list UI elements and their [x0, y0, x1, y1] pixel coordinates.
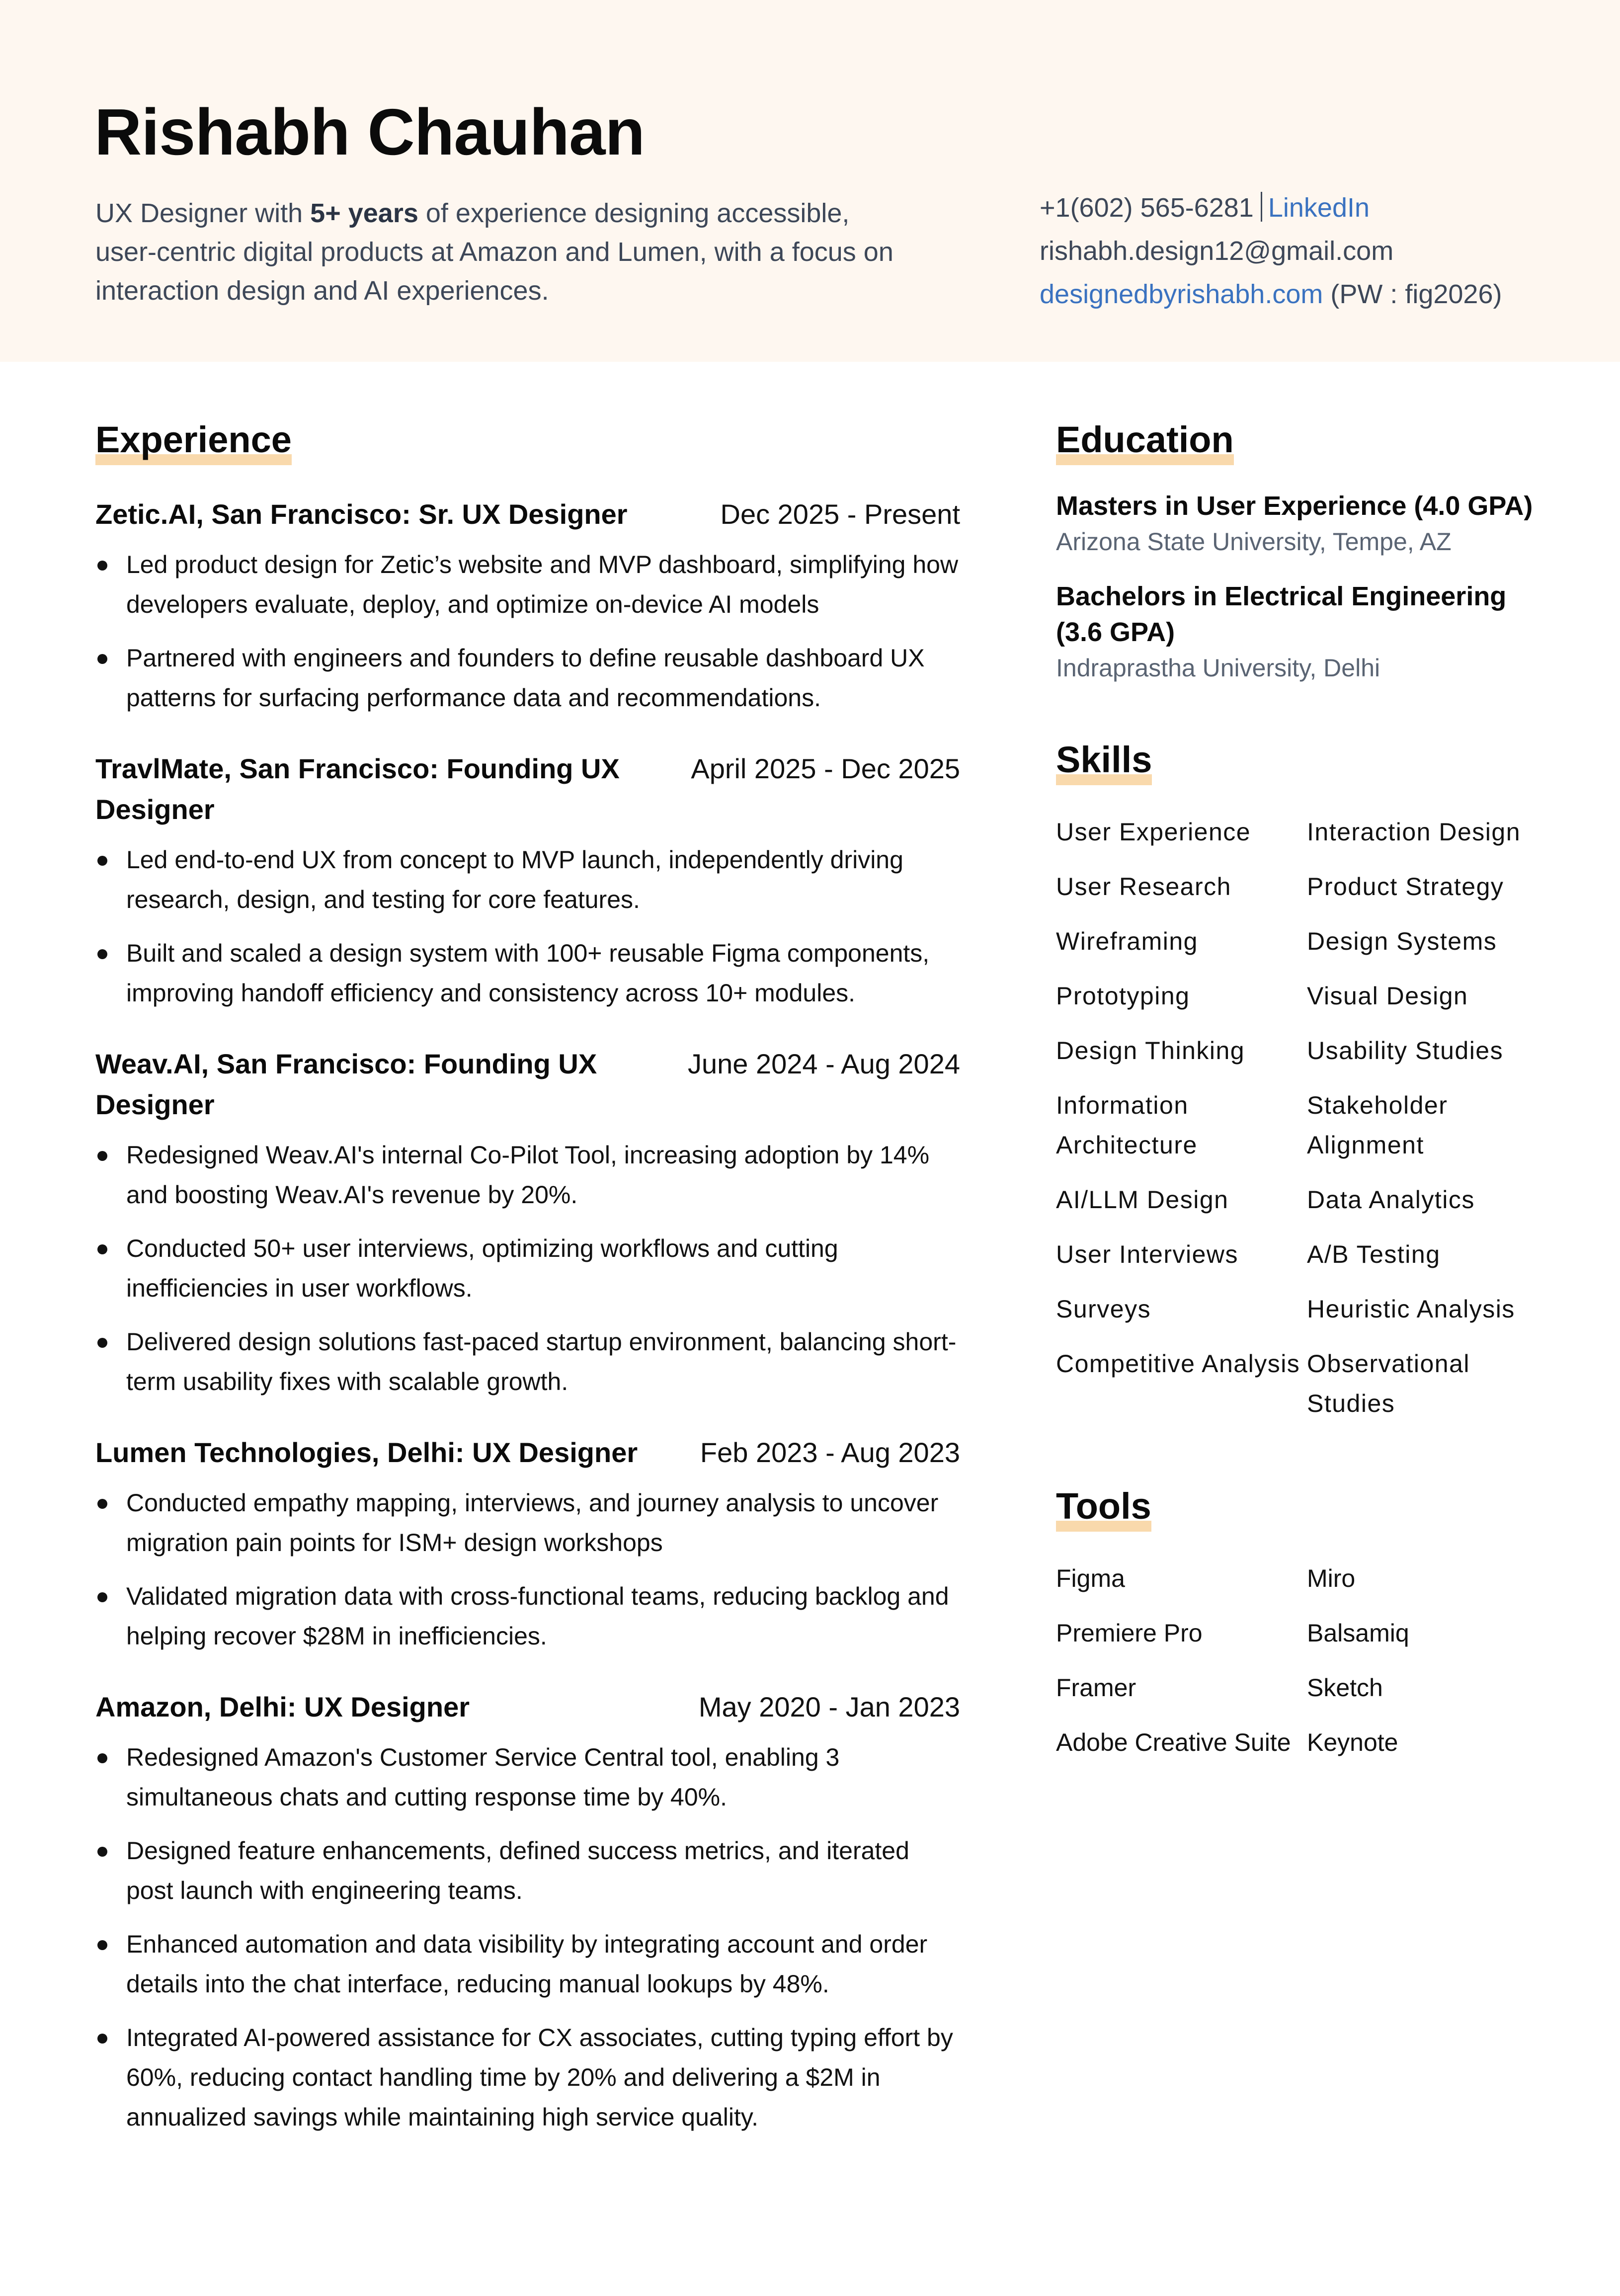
job-entry: [95, 1687, 960, 2137]
tool-item: Framer: [1056, 1674, 1136, 1702]
skill-item: Design Systems: [1307, 927, 1497, 955]
tool-item: Adobe Creative Suite: [1056, 1728, 1291, 1756]
section-heading-experience: Experience: [95, 419, 292, 460]
job-bullets: [95, 545, 960, 718]
resume-header: [0, 0, 1620, 362]
tool-item: Figma: [1056, 1564, 1125, 1592]
summary-text: of experience designing accessible, user-centric digital products at Amazon and Lumen, with a focus on interaction design and AI experiences.: [95, 198, 893, 306]
job-entry: [95, 748, 960, 1013]
skill-item: Wireframing: [1056, 927, 1198, 955]
email-address[interactable]: rishabh.design12@gmail.com: [1040, 236, 1394, 266]
contact-row-phone: [1040, 186, 1502, 230]
job-entry: [95, 494, 960, 718]
professional-summary: [95, 194, 915, 310]
section-heading-tools: Tools: [1056, 1485, 1151, 1527]
job-header: [95, 748, 960, 830]
job-title: TravlMate, San Francisco: Founding UX Designer: [95, 753, 620, 825]
skills-grid: [1056, 812, 1553, 1423]
bullet-item: Led end-to-end UX from concept to MVP launch, independently driving research, design, and testing for core features.: [95, 840, 960, 919]
tools-grid: [1056, 1558, 1553, 1762]
tool-item: Premiere Pro: [1056, 1619, 1203, 1647]
job-dates: Feb 2023 - Aug 2023: [700, 1437, 960, 1468]
skill-item: Heuristic Analysis: [1307, 1295, 1515, 1323]
linkedin-link[interactable]: LinkedIn: [1268, 193, 1370, 223]
bullet-item: Led product design for Zetic’s website and MVP dashboard, simplifying how developers evaluate, deploy, and optimize on-device AI models: [95, 545, 960, 624]
section-heading-skills: Skills: [1056, 739, 1152, 780]
skill-item: Observational Studies: [1307, 1350, 1470, 1417]
skill-item: AI/LLM Design: [1056, 1186, 1229, 1214]
skill-item: Surveys: [1056, 1295, 1151, 1323]
bullet-item: Integrated AI-powered assistance for CX associates, cutting typing effort by 60%, reducing contact handling time by 20% and delivering a $2M in annualized savings while maintaining high service quality.: [95, 2018, 960, 2137]
summary-highlight: 5+ years: [310, 198, 418, 228]
tool-item: Miro: [1307, 1564, 1356, 1592]
job-bullets: [95, 840, 960, 1013]
skill-item: Usability Studies: [1307, 1037, 1504, 1065]
skill-item: Information Architecture: [1056, 1091, 1198, 1159]
tool-item: Keynote: [1307, 1728, 1398, 1756]
job-dates: June 2024 - Aug 2024: [687, 1048, 960, 1079]
skill-item: Prototyping: [1056, 982, 1190, 1010]
portfolio-password: (PW : fig2026): [1323, 279, 1502, 309]
phone-number: +1(602) 565-6281: [1040, 193, 1254, 223]
skill-item: Data Analytics: [1307, 1186, 1475, 1214]
job-dates: May 2020 - Jan 2023: [698, 1691, 960, 1722]
skill-item: User Interviews: [1056, 1240, 1239, 1268]
bullet-item: Delivered design solutions fast-paced startup environment, balancing short-term usability fixes with scalable growth.: [95, 1322, 960, 1401]
degree: Bachelors in Electrical Engineering (3.6 GPA): [1056, 581, 1507, 647]
bullet-item: Designed feature enhancements, defined success metrics, and iterated post launch with engineering teams.: [95, 1831, 960, 1910]
bullet-item: Partnered with engineers and founders to define reusable dashboard UX patterns for surfacing performance data and recommendations.: [95, 638, 960, 718]
portfolio-link[interactable]: designedbyrishabh.com: [1040, 279, 1323, 309]
bullet-item: Redesigned Weav.AI's internal Co-Pilot Tool, increasing adoption by 14% and boosting Weav.AI's revenue by 20%.: [95, 1135, 960, 1215]
bullet-item: Conducted 50+ user interviews, optimizing workflows and cutting inefficiencies in user workflows.: [95, 1229, 960, 1308]
tool-item: Sketch: [1307, 1674, 1383, 1702]
bullet-item: Conducted empathy mapping, interviews, and journey analysis to uncover migration pain points for ISM+ design workshops: [95, 1483, 960, 1562]
section-heading-education: Education: [1056, 419, 1234, 460]
candidate-name: Rishabh Chauhan: [94, 95, 645, 168]
school: Arizona State University, Tempe, AZ: [1056, 528, 1452, 556]
job-title: Lumen Technologies, Delhi: UX Designer: [95, 1437, 638, 1468]
job-title: Zetic.AI, San Francisco: Sr. UX Designer: [95, 498, 628, 530]
job-header: [95, 1044, 960, 1125]
job-bullets: [95, 1135, 960, 1401]
job-title: Weav.AI, San Francisco: Founding UX Designer: [95, 1048, 597, 1120]
education-list: [1056, 488, 1553, 686]
skills-section: [1056, 741, 1553, 1423]
skill-item: User Research: [1056, 873, 1231, 901]
job-bullets: [95, 1737, 960, 2137]
job-header: [95, 1687, 960, 1727]
contact-info: [1040, 186, 1502, 316]
skill-item: Interaction Design: [1307, 818, 1521, 846]
tool-item: Balsamiq: [1307, 1619, 1409, 1647]
job-dates: Dec 2025 - Present: [720, 498, 960, 530]
school: Indraprastha University, Delhi: [1056, 654, 1380, 682]
bullet-item: Enhanced automation and data visibility by integrating account and order details into the chat interface, reducing manual lookups by 48%.: [95, 1924, 960, 2004]
job-entry: [95, 1044, 960, 1401]
education-section: [1056, 421, 1553, 686]
skill-item: Design Thinking: [1056, 1037, 1245, 1065]
tools-section: [1056, 1485, 1553, 1762]
job-header: [95, 494, 960, 535]
job-entry: [95, 1432, 960, 1656]
education-entry: [1056, 488, 1553, 560]
divider: [1261, 192, 1262, 222]
experience-section: [95, 421, 960, 2168]
job-title: Amazon, Delhi: UX Designer: [95, 1691, 470, 1722]
job-header: [95, 1432, 960, 1473]
bullet-item: Redesigned Amazon's Customer Service Central tool, enabling 3 simultaneous chats and cutting response time by 40%.: [95, 1737, 960, 1817]
education-entry: [1056, 578, 1553, 686]
job-bullets: [95, 1483, 960, 1656]
skill-item: Visual Design: [1307, 982, 1468, 1010]
skill-item: A/B Testing: [1307, 1240, 1441, 1268]
skill-item: Competitive Analysis: [1056, 1350, 1300, 1378]
bullet-item: Validated migration data with cross-functional teams, reducing backlog and helping recover $28M in inefficiencies.: [95, 1576, 960, 1656]
contact-row-portfolio: [1040, 273, 1502, 316]
degree: Masters in User Experience (4.0 GPA): [1056, 491, 1533, 521]
job-dates: April 2025 - Dec 2025: [691, 753, 960, 784]
skill-item: User Experience: [1056, 818, 1251, 846]
sidebar: [1056, 421, 1553, 1762]
bullet-item: Built and scaled a design system with 100+ reusable Figma components, improving handoff efficiency and consistency across 10+ modules.: [95, 933, 960, 1013]
skill-item: Product Strategy: [1307, 873, 1504, 901]
skill-item: Stakeholder Alignment: [1307, 1091, 1448, 1159]
job-list: [95, 494, 960, 2137]
summary-text: UX Designer with: [95, 198, 311, 228]
